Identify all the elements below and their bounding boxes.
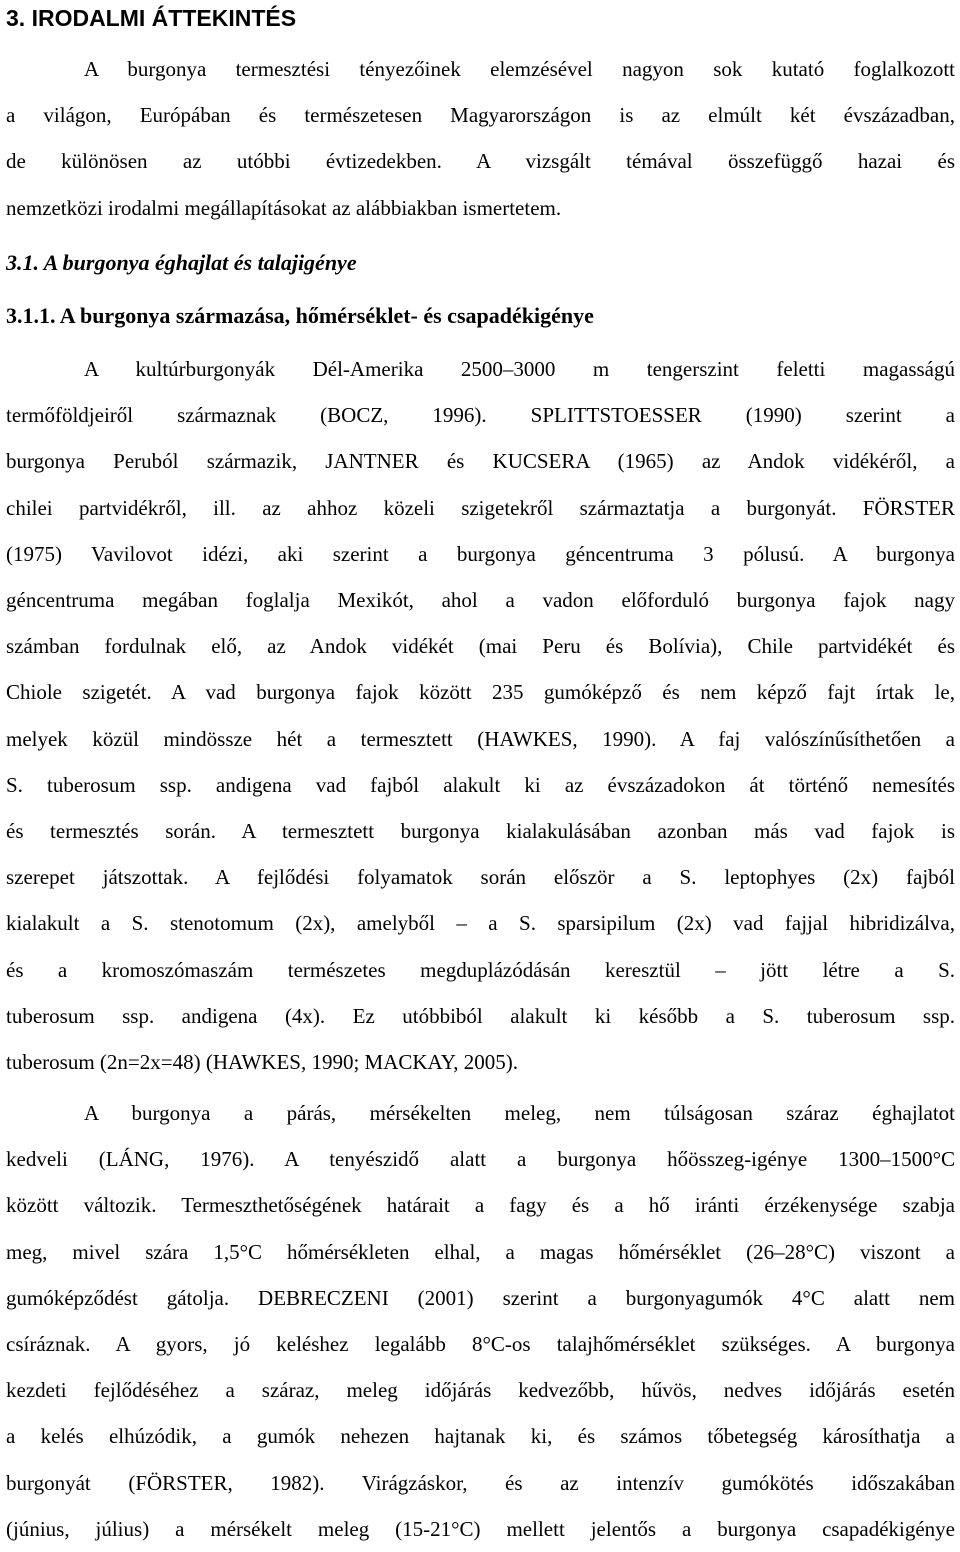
text-line: termőföldjeiről származnak (BOCZ, 1996). SPLITTSTOESSER (1990) szerint a bbox=[6, 403, 955, 428]
text-line: Chiole szigetét. A vad burgonya fajok között 235 gumóképző és nem képző fajt írtak le, bbox=[6, 680, 955, 705]
text-line: A burgonya a párás, mérsékelten meleg, nem túlságosan száraz éghajlatot bbox=[84, 1101, 955, 1125]
text-line: tuberosum (2n=2x=48) (HAWKES, 1990; MACKAY, 2005). bbox=[6, 1050, 518, 1075]
text-line: chilei partvidékről, ill. az ahhoz közeli szigetekről származtatja a burgonyát. FÖRSTER bbox=[6, 495, 955, 520]
text-line: melyek közül mindössze hét a termesztett (HAWKES, 1990). A faj valószínűsíthetően a bbox=[6, 726, 955, 751]
origin-paragraph bbox=[6, 346, 955, 1085]
text-line: a világon, Európában és természetesen Magyarországon is az elmúlt két évszázadban, bbox=[6, 103, 955, 128]
text-line: S. tuberosum ssp. andigena vad fajból alakult ki az évszázadokon át történő nemesítés bbox=[6, 772, 955, 797]
text-line: csíráznak. A gyors, jó keléshez legalább 8°C-os talajhőmérséklet szükséges. A burgonya bbox=[6, 1332, 955, 1357]
text-line: és termesztés során. A termesztett burgonya kialakulásában azonban más vad fajok is bbox=[6, 819, 955, 844]
text-line: tuberosum ssp. andigena (4x). Ez utóbbiból alakult ki később a S. tuberosum ssp. bbox=[6, 1003, 955, 1028]
text-line: gumóképződést gátolja. DEBRECZENI (2001) szerint a burgonyagumók 4°C alatt nem bbox=[6, 1285, 955, 1310]
text-line: burgonya Peruból származik, JANTNER és KUCSERA (1965) az Andok vidékéről, a bbox=[6, 449, 955, 474]
text-line: meg, mivel szára 1,5°C hőmérsékleten elhal, a magas hőmérséklet (26–28°C) viszont a bbox=[6, 1239, 955, 1264]
text-line: burgonyát (FÖRSTER, 1982). Virágzáskor, és az intenzív gumókötés időszakában bbox=[6, 1470, 955, 1495]
text-line: (június, július) a mérsékelt meleg (15-21°C) mellett jelentős a burgonya csapadékigénye bbox=[6, 1516, 955, 1541]
text-line: géncentruma megában foglalja Mexikót, ahol a vadon előforduló burgonya fajok nagy bbox=[6, 588, 955, 613]
text-line: szerepet játszottak. A fejlődési folyamatok során először a S. leptophyes (2x) fajból bbox=[6, 865, 955, 890]
text-line: számban fordulnak elő, az Andok vidékét (mai Peru és Bolívia), Chile partvidékét és bbox=[6, 634, 955, 659]
text-line: A burgonya termesztési tényezőinek elemzésével nagyon sok kutató foglalkozott bbox=[84, 57, 955, 81]
text-line: a kelés elhúzódik, a gumók nehezen hajtanak ki, és számos tőbetegség károsíthatja a bbox=[6, 1424, 955, 1449]
text-line: között változik. Termeszthetőségének határait a fagy és a hő iránti érzékenysége szabja bbox=[6, 1193, 955, 1218]
chapter-heading: 3. IRODALMI ÁTTEKINTÉS bbox=[6, 5, 297, 31]
text-line: (1975) Vavilovot idézi, aki szerint a burgonya géncentruma 3 pólusú. A burgonya bbox=[6, 541, 955, 566]
text-line: és a kromoszómaszám természetes megduplázódásán keresztül – jött létre a S. bbox=[6, 957, 955, 982]
intro-paragraph bbox=[6, 46, 955, 231]
subsection-heading: 3.1.1. A burgonya származása, hőmérséklet- és csapadékigénye bbox=[6, 303, 594, 328]
text-line: kialakult a S. stenotomum (2x), amelyből – a S. sparsipilum (2x) vad fajjal hibridizálva, bbox=[6, 911, 955, 936]
text-line: nemzetközi irodalmi megállapításokat az alábbiakban ismertetem. bbox=[6, 195, 562, 220]
text-line: kezdeti fejlődéséhez a száraz, meleg időjárás kedvezőbb, hűvös, nedves időjárás esetén bbox=[6, 1378, 955, 1403]
section-heading: 3.1. A burgonya éghajlat és talajigénye bbox=[6, 250, 357, 275]
text-line: de különösen az utóbbi évtizedekben. A vizsgált témával összefüggő hazai és bbox=[6, 149, 955, 174]
climate-paragraph bbox=[6, 1090, 955, 1552]
text-line: A kultúrburgonyák Dél-Amerika 2500–3000 m tengerszint feletti magasságú bbox=[84, 357, 955, 381]
text-line: kedveli (LÁNG, 1976). A tenyészidő alatt a burgonya hőösszeg-igénye 1300–1500°C bbox=[6, 1147, 955, 1172]
